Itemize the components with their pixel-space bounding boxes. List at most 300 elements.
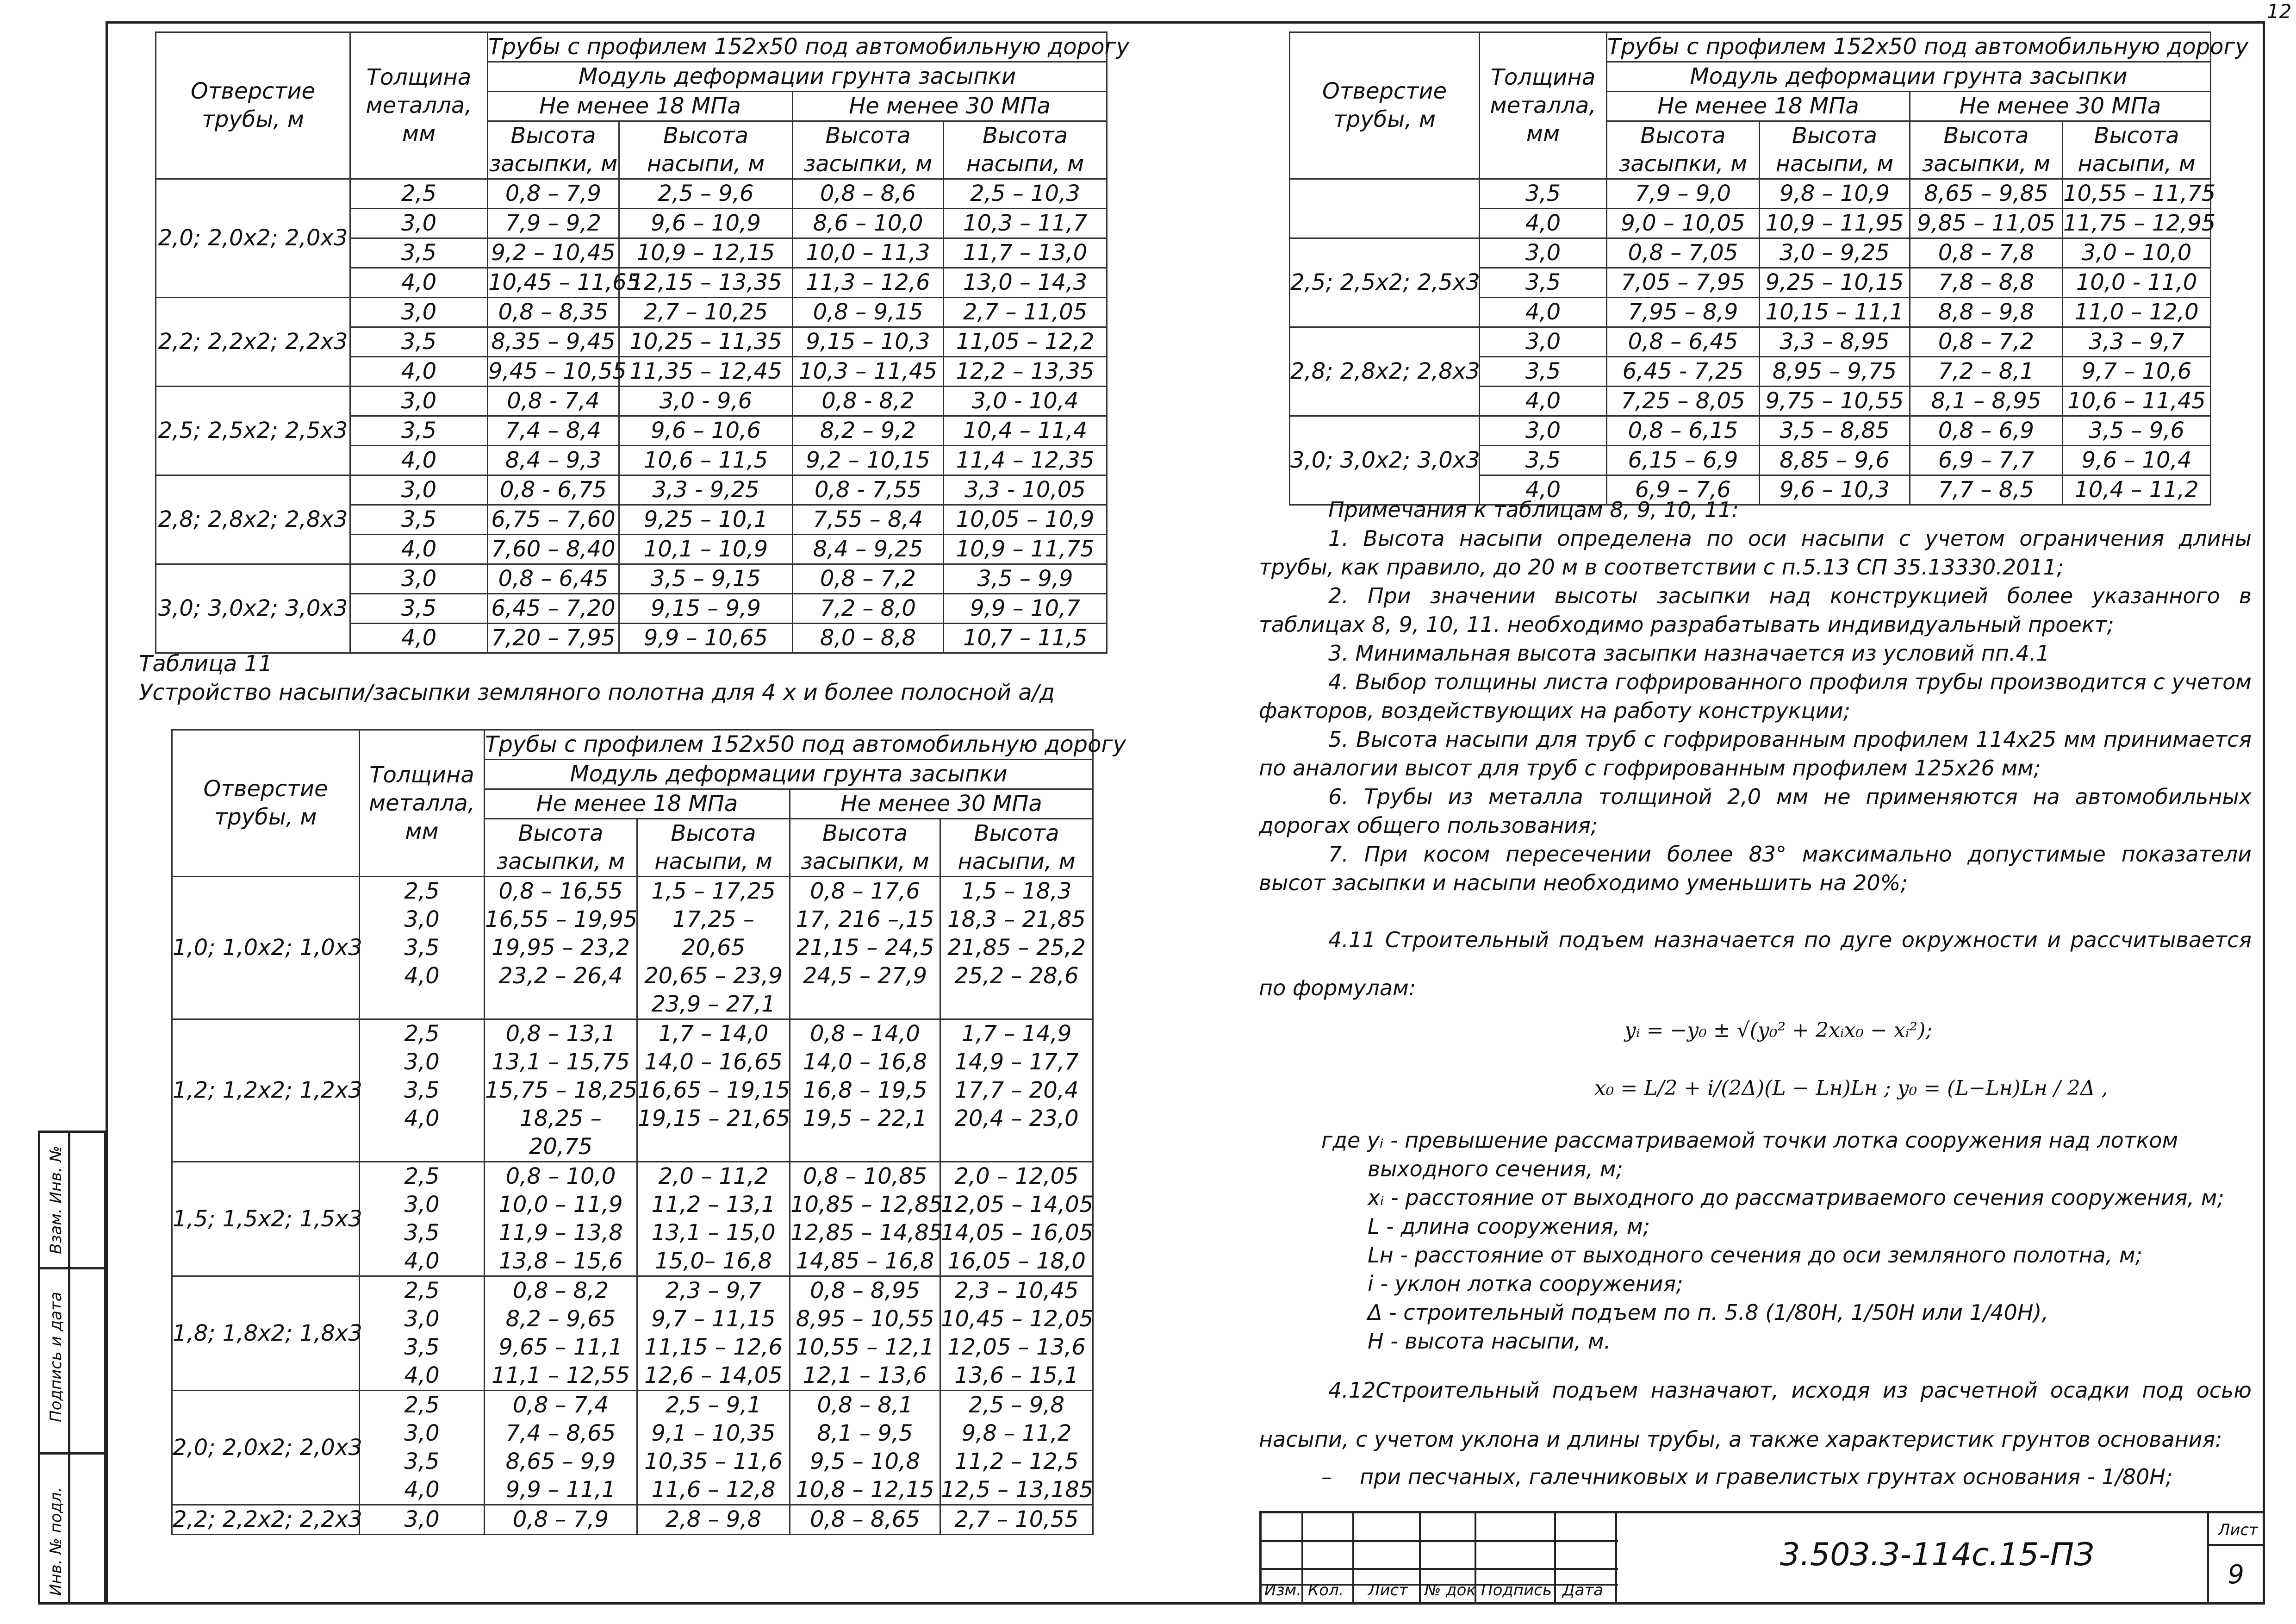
value-cell: 7,8 – 8,8 [1910, 268, 2063, 298]
cell-line: 2,8 – 9,8 [665, 1506, 762, 1532]
opening-cell: 2,5; 2,5х2; 2,5х3 [156, 387, 350, 475]
thickness-cell: 4,0 [350, 624, 488, 653]
table-row [1290, 179, 2211, 209]
cell-line: 18,3 – 21,85 [947, 906, 1086, 932]
header-opening: Отверстие трубы, м [156, 32, 350, 179]
value-cell [637, 1162, 790, 1276]
opening-cell: 1,8; 1,8х2; 1,8х3 [172, 1276, 360, 1391]
value-cell: 10,6 – 11,45 [2063, 387, 2211, 416]
cell-line: 9,9 – 11,1 [505, 1477, 616, 1503]
header-modulus: Модуль деформации грунта засыпки [488, 62, 1107, 92]
value-cell: 6,9 – 7,7 [1910, 446, 2063, 475]
cell-line: 0,8 – 8,65 [810, 1506, 920, 1532]
header-min18: Не менее 18 МПа [485, 789, 790, 819]
value-cell: 6,9 – 7,6 [1607, 475, 1760, 505]
header-fill: Высота засыпки, м [485, 819, 637, 877]
cell-line: 12,85 – 14,85 [790, 1220, 943, 1246]
cell-line: 2,0 – 11,2 [658, 1163, 769, 1189]
note-item: 5. Высота насыпи для труб с гофрированным профилем 114х25 мм принимается по аналогии высот для труб с гофрированным профилем 125х26 мм; [1259, 727, 2252, 781]
value-cell: 7,20 – 7,95 [488, 624, 619, 653]
value-cell: 10,6 – 11,5 [619, 446, 793, 475]
note-item: 3. Минимальная высота засыпки назначается из условий пп.4.1 [1328, 641, 2050, 666]
cell-line: 2,5 – 9,1 [665, 1392, 762, 1418]
cell-line: 21,15 – 24,5 [796, 935, 934, 961]
cell-line: 17, 216 –,15 [796, 906, 934, 932]
value-cell: 3,5 – 9,6 [2063, 416, 2211, 446]
cell-line: 0,8 – 7,4 [512, 1392, 609, 1418]
cell-line: 3,5 [404, 1220, 440, 1246]
value-cell: 8,8 – 9,8 [1910, 298, 2063, 327]
table-top-left [155, 31, 1130, 654]
value-cell: 13,0 – 14,3 [944, 268, 1107, 298]
cell-line: 13,6 – 15,1 [954, 1362, 1079, 1388]
header-min30: Не менее 30 МПа [793, 92, 1107, 121]
table11-caption: Таблица 11 [139, 651, 273, 677]
notes-title: Примечания к таблицам 8, 9, 10, 11: [1328, 497, 1739, 522]
value-cell: 8,95 – 9,75 [1760, 357, 1910, 387]
header-min30: Не менее 30 МПа [790, 789, 1093, 819]
cell-line: 20,75 [529, 1134, 593, 1160]
cell-line: 2,5 [404, 1392, 440, 1418]
value-cell [790, 877, 940, 1019]
value-cell: 0,8 - 6,75 [488, 475, 619, 505]
definition-yi: где yᵢ - превышение рассматриваемой точки лотка сооружения над лотком выходного сечения, м; [1321, 1128, 2178, 1181]
value-cell: 11,4 – 12,35 [944, 446, 1107, 475]
value-cell [940, 1019, 1093, 1162]
value-cell: 7,2 – 8,1 [1910, 357, 2063, 387]
cell-line: 11,2 – 13,1 [651, 1192, 776, 1218]
value-cell: 9,45 – 10,55 [488, 357, 619, 387]
value-cell: 3,0 – 10,0 [2063, 238, 2211, 268]
thickness-cell: 2,5 [350, 179, 488, 209]
value-cell [790, 1276, 940, 1391]
value-cell [940, 1162, 1093, 1276]
note-item: 1. Высота насыпи определена по оси насыпи с учетом ограничения длины трубы, как правило, до 20 м в соответствии с п.5.13 СП 35.13330.2011; [1259, 526, 2252, 580]
opening-cell: 2,5; 2,5х2; 2,5х3 [1290, 238, 1480, 327]
title-block [1259, 1511, 2265, 1605]
thickness-cell: 3,5 [350, 238, 488, 268]
value-cell: 0,8 – 7,8 [1910, 238, 2063, 268]
cell-line: 10,45 – 12,05 [941, 1306, 1094, 1332]
value-cell: 11,0 – 12,0 [2063, 298, 2211, 327]
table-row [172, 1162, 1093, 1276]
value-cell: 3,3 - 9,25 [619, 475, 793, 505]
thickness-cell [360, 1162, 485, 1276]
table-bottom-left [171, 729, 1126, 1535]
cell-line: 24,5 – 27,9 [803, 963, 927, 989]
value-cell: 0,8 – 7,2 [793, 564, 944, 594]
value-cell: 9,15 – 9,9 [619, 594, 793, 624]
cell-line: 9,5 – 10,8 [810, 1449, 920, 1474]
cell-line: 4,0 [404, 963, 440, 989]
note-item: 4. Выбор толщины листа гофрированного профиля трубы производится с учетом факторов, воздействующих на работу конструкции; [1259, 669, 2252, 723]
value-cell [485, 1019, 637, 1162]
value-cell: 10,0 – 11,3 [793, 238, 944, 268]
value-cell: 8,4 – 9,25 [793, 535, 944, 564]
definition-L: L - длина сооружения, м; [1368, 1214, 1650, 1239]
cell-line: 23,9 – 27,1 [651, 991, 776, 1017]
value-cell: 9,75 – 10,55 [1760, 387, 1910, 416]
value-cell: 3,5 – 9,15 [619, 564, 793, 594]
value-cell: 0,8 – 7,2 [1910, 327, 2063, 357]
value-cell: 8,4 – 9,3 [488, 446, 619, 475]
stamp-label-signature: Подпись [1481, 1581, 1552, 1599]
cell-line: 14,05 – 16,05 [941, 1220, 1094, 1246]
value-cell: 10,7 – 11,5 [944, 624, 1107, 653]
cell-line: 18,25 – [520, 1106, 602, 1131]
cell-line: 14,0 – 16,65 [644, 1049, 783, 1075]
cell-line: 13,1 – 15,0 [651, 1220, 776, 1246]
value-cell: 9,0 – 10,05 [1607, 209, 1760, 238]
table-row [1290, 327, 2211, 357]
value-cell [940, 1505, 1093, 1535]
value-cell: 7,55 – 8,4 [793, 505, 944, 535]
cell-line: 3,5 [404, 1334, 440, 1360]
table-row [156, 475, 1107, 505]
value-cell: 0,8 – 6,15 [1607, 416, 1760, 446]
value-cell [637, 1019, 790, 1162]
value-cell [940, 1276, 1093, 1391]
cell-line: 11,9 – 13,8 [498, 1220, 623, 1246]
value-cell: 9,9 – 10,65 [619, 624, 793, 653]
note-item: 6. Трубы из металла толщиной 2,0 мм не применяются на автомобильных дорогах общего пользования; [1259, 784, 2252, 838]
cell-line: 3,5 [404, 935, 440, 961]
cell-line: 10,8 – 12,15 [796, 1477, 934, 1503]
value-cell: 9,25 – 10,15 [1760, 268, 1910, 298]
opening-cell: 1,0; 1,0х2; 1,0х3 [172, 877, 360, 1019]
value-cell: 7,60 – 8,40 [488, 535, 619, 564]
value-cell: 9,25 – 10,1 [619, 505, 793, 535]
value-cell [790, 1391, 940, 1505]
value-cell: 6,45 - 7,25 [1607, 357, 1760, 387]
value-cell: 11,7 – 13,0 [944, 238, 1107, 268]
definition-Ln: Lн - расстояние от выходного сечения до оси земляного полотна, м; [1368, 1243, 2143, 1268]
formula-yi: yᵢ = −y₀ ± √(y₀² + 2xᵢx₀ − xᵢ²); [1624, 1018, 1933, 1042]
value-cell: 10,9 – 11,75 [944, 535, 1107, 564]
value-cell [790, 1505, 940, 1535]
value-cell: 7,2 – 8,0 [793, 594, 944, 624]
cell-line: 10,0 – 11,9 [498, 1192, 623, 1218]
value-cell: 3,3 - 10,05 [944, 475, 1107, 505]
cell-line: 16,05 – 18,0 [947, 1248, 1086, 1274]
cell-line: 2,5 [404, 1163, 440, 1189]
value-cell: 9,2 – 10,15 [793, 446, 944, 475]
cell-line: 12,05 – 13,6 [947, 1334, 1086, 1360]
opening-cell: 1,2; 1,2х2; 1,2х3 [172, 1019, 360, 1162]
value-cell: 2,7 – 11,05 [944, 298, 1107, 327]
value-cell [790, 1019, 940, 1162]
thickness-cell: 3,0 [350, 475, 488, 505]
header-embank: Высота насыпи, м [637, 819, 790, 877]
cell-line: 4,0 [404, 1248, 440, 1274]
value-cell: 0,8 – 6,45 [1607, 327, 1760, 357]
value-cell: 0,8 – 8,6 [793, 179, 944, 209]
value-cell: 8,65 – 9,85 [1910, 179, 2063, 209]
cell-line: 20,65 [681, 935, 746, 961]
header-profile: Трубы с профилем 152х50 под автомобильную дорогу [1607, 32, 2211, 62]
cell-line: 0,8 – 8,1 [817, 1392, 913, 1418]
thickness-cell: 3,5 [350, 505, 488, 535]
table-row [156, 564, 1107, 594]
cell-line: 1,5 – 18,3 [961, 878, 1072, 904]
page-corner-number: 12 [2267, 0, 2292, 23]
header-profile: Трубы с профилем 152х50 под автомобильную дорогу [485, 730, 1093, 760]
section-4-12-text: 4.12Строительный подъем назначают, исходя из расчетной осадки под осью насыпи, с учетом уклона и длины трубы, а также характеристик грунтов основания: [1259, 1378, 2252, 1452]
opening-cell: 2,0; 2,0х2; 2,0х3 [156, 179, 350, 298]
cell-line: 9,65 – 11,1 [498, 1334, 623, 1360]
cell-line: 15,0– 16,8 [654, 1248, 772, 1274]
value-cell: 0,8 – 7,9 [488, 179, 619, 209]
value-cell: 7,9 – 9,0 [1607, 179, 1760, 209]
value-cell: 2,5 – 10,3 [944, 179, 1107, 209]
value-cell: 10,05 – 10,9 [944, 505, 1107, 535]
cell-line: 11,2 – 12,5 [954, 1449, 1079, 1474]
value-cell [637, 1505, 790, 1535]
value-cell: 0,8 – 6,9 [1910, 416, 2063, 446]
cell-line: 0,8 – 17,6 [810, 878, 920, 904]
value-cell: 9,85 – 11,05 [1910, 209, 2063, 238]
value-cell: 8,35 – 9,45 [488, 327, 619, 357]
cell-line: 0,8 – 10,0 [505, 1163, 616, 1189]
cell-line: 3,5 [404, 1077, 440, 1103]
table11-title: Устройство насыпи/засыпки земляного полотна для 4 х и более полосной а/д [139, 680, 1055, 706]
cell-line: 3,0 [404, 1049, 440, 1075]
value-cell: 10,1 – 10,9 [619, 535, 793, 564]
thickness-cell: 4,0 [1480, 298, 1607, 327]
value-cell: 12,15 – 13,35 [619, 268, 793, 298]
cell-line: 11,6 – 12,8 [651, 1477, 776, 1503]
value-cell: 7,25 – 8,05 [1607, 387, 1760, 416]
header-embank: Высота насыпи, м [2063, 121, 2211, 179]
thickness-cell: 3,0 [350, 298, 488, 327]
value-cell: 9,2 – 10,45 [488, 238, 619, 268]
cell-line: 4,0 [404, 1106, 440, 1131]
value-cell: 6,45 – 7,20 [488, 594, 619, 624]
cell-line: 0,8 – 16,55 [498, 878, 623, 904]
table-row [1290, 416, 2211, 446]
side-label-inv: Инв. № подл. [47, 1487, 65, 1596]
value-cell: 7,4 – 8,4 [488, 416, 619, 446]
cell-line: 1,7 – 14,9 [961, 1021, 1072, 1047]
document-code: 3.503.3-114с.15-ПЗ [1780, 1537, 2094, 1573]
cell-line: 8,65 – 9,9 [505, 1449, 616, 1474]
header-opening: Отверстие трубы, м [172, 730, 360, 877]
thickness-cell: 3,5 [350, 594, 488, 624]
thickness-cell: 3,0 [350, 387, 488, 416]
cell-line: 9,1 – 10,35 [651, 1420, 776, 1446]
cell-line: 17,7 – 20,4 [954, 1077, 1079, 1103]
cell-line: 17,25 – [672, 906, 754, 932]
bullet-mark: – [1321, 1464, 1332, 1489]
cell-line: 8,95 – 10,55 [796, 1306, 934, 1332]
cell-line: 4,0 [404, 1477, 440, 1503]
table-row [172, 1505, 1093, 1535]
definition-delta: Δ - строительный подъем по п. 5.8 (1/80Н, 1/50Н или 1/40Н), [1368, 1300, 2049, 1325]
definition-H: Н - высота насыпи, м. [1368, 1329, 1611, 1354]
value-cell: 10,15 – 11,1 [1760, 298, 1910, 327]
table-row [156, 298, 1107, 327]
header-thickness: Толщина металла, мм [1480, 32, 1607, 179]
header-row [156, 32, 1107, 62]
value-cell: 3,0 – 9,25 [1760, 238, 1910, 268]
cell-line: 23,2 – 26,4 [498, 963, 623, 989]
cell-line: 20,65 – 23,9 [644, 963, 783, 989]
value-cell: 7,7 – 8,5 [1910, 475, 2063, 505]
header-row [172, 730, 1093, 760]
value-cell: 10,3 – 11,7 [944, 209, 1107, 238]
header-opening: Отверстие трубы, м [1290, 32, 1480, 179]
header-embank: Высота насыпи, м [619, 121, 793, 179]
notes-block [1259, 495, 2252, 897]
cell-line: 14,85 – 16,8 [796, 1248, 934, 1274]
header-profile: Трубы с профилем 152х50 под автомобильную дорогу [488, 32, 1107, 62]
header-fill: Высота засыпки, м [1607, 121, 1760, 179]
stamp-label-list: Лист [1368, 1581, 1408, 1599]
value-cell: 7,9 – 9,2 [488, 209, 619, 238]
cell-line: 8,1 – 9,5 [817, 1420, 913, 1446]
value-cell [485, 1276, 637, 1391]
cell-line: 14,0 – 16,8 [803, 1049, 927, 1075]
value-cell: 12,2 – 13,35 [944, 357, 1107, 387]
thickness-cell: 3,0 [350, 209, 488, 238]
value-cell: 8,1 – 8,95 [1910, 387, 2063, 416]
stamp-label-doc: № док [1425, 1581, 1476, 1599]
stamp-label-date: Дата [1562, 1581, 1604, 1599]
opening-cell: 2,2; 2,2х2; 2,2х3 [172, 1505, 360, 1535]
cell-line: 13,1 – 15,75 [492, 1049, 630, 1075]
value-cell: 0,8 – 9,15 [793, 298, 944, 327]
thickness-cell: 3,5 [1480, 446, 1607, 475]
cell-line: 3,0 [404, 906, 440, 932]
cell-line: 2,0 – 12,05 [954, 1163, 1079, 1189]
header-thickness: Толщина металла, мм [360, 730, 485, 877]
value-cell: 3,0 - 9,6 [619, 387, 793, 416]
value-cell: 9,8 – 10,9 [1760, 179, 1910, 209]
table-row [172, 1391, 1093, 1505]
cell-line: 11,1 – 12,55 [492, 1362, 630, 1388]
value-cell: 6,75 – 7,60 [488, 505, 619, 535]
value-cell [485, 1391, 637, 1505]
thickness-cell: 4,0 [350, 357, 488, 387]
value-cell: 10,55 – 11,75 [2063, 179, 2211, 209]
value-cell: 10,3 – 11,45 [793, 357, 944, 387]
stamp-label-kol: Кол. [1308, 1581, 1344, 1599]
thickness-cell: 3,5 [1480, 268, 1607, 298]
section-4-12 [1259, 1366, 2252, 1464]
sheet-label: Лист [2218, 1521, 2258, 1539]
cell-line: 1,5 – 17,25 [651, 878, 776, 904]
cell-line: 20,4 – 23,0 [954, 1106, 1079, 1131]
bullet-text: при песчаных, галечниковых и гравелистых грунтах основания - 1/80Н; [1360, 1464, 2173, 1489]
cell-line: 2,5 [404, 1021, 440, 1047]
thickness-cell: 3,5 [1480, 179, 1607, 209]
value-cell: 2,7 – 10,25 [619, 298, 793, 327]
cell-line: 11,15 – 12,6 [644, 1334, 783, 1360]
thickness-cell: 3,0 [1480, 416, 1607, 446]
sheet-number: 9 [2228, 1560, 2244, 1590]
cell-line: 10,35 – 11,6 [644, 1449, 783, 1474]
cell-line: 12,6 – 14,05 [644, 1362, 783, 1388]
value-cell [485, 877, 637, 1019]
table-row [172, 1019, 1093, 1162]
opening-cell: 2,8; 2,8х2; 2,8х3 [156, 475, 350, 564]
cell-line: 12,1 – 13,6 [803, 1362, 927, 1388]
value-cell [637, 1276, 790, 1391]
cell-line: 0,8 – 8,95 [810, 1278, 920, 1304]
value-cell: 11,75 – 12,95 [2063, 209, 2211, 238]
value-cell: 11,3 – 12,6 [793, 268, 944, 298]
value-cell: 2,5 – 9,6 [619, 179, 793, 209]
cell-line: 7,4 – 8,65 [505, 1420, 616, 1446]
cell-line: 9,7 – 11,15 [651, 1306, 776, 1332]
value-cell: 3,5 – 8,85 [1760, 416, 1910, 446]
value-cell: 9,6 – 10,6 [619, 416, 793, 446]
table-row [172, 1276, 1093, 1391]
cell-line: 12,5 – 13,185 [941, 1477, 1094, 1503]
value-cell: 10,9 – 11,95 [1760, 209, 1910, 238]
opening-cell: 3,0; 3,0х2; 3,0х3 [156, 564, 350, 653]
table-row [1290, 238, 2211, 268]
thickness-cell: 4,0 [350, 535, 488, 564]
note-item: 7. При косом пересечении более 83° максимально допустимые показатели высот засыпки и насыпи необходимо уменьшить на 20%; [1259, 842, 2252, 895]
value-cell: 11,05 – 12,2 [944, 327, 1107, 357]
thickness-cell: 3,5 [1480, 357, 1607, 387]
cell-line: 10,85 – 12,85 [790, 1192, 943, 1218]
value-cell: 3,5 – 9,9 [944, 564, 1107, 594]
thickness-cell: 4,0 [1480, 209, 1607, 238]
value-cell: 10,4 – 11,2 [2063, 475, 2211, 505]
section-4-11-text: 4.11 Строительный подъем назначается по дуге окружности и рассчитывается по формулам: [1259, 927, 2252, 1000]
value-cell: 0,8 – 6,45 [488, 564, 619, 594]
cell-line: 16,55 – 19,95 [485, 906, 638, 932]
cell-line: 15,75 – 18,25 [485, 1077, 638, 1103]
header-embank: Высота насыпи, м [944, 121, 1107, 179]
thickness-cell: 3,5 [350, 416, 488, 446]
cell-line: 3,0 [404, 1192, 440, 1218]
thickness-cell: 4,0 [350, 268, 488, 298]
value-cell: 9,6 – 10,4 [2063, 446, 2211, 475]
value-cell: 3,3 – 8,95 [1760, 327, 1910, 357]
thickness-cell: 3,5 [350, 327, 488, 357]
cell-line: 14,9 – 17,7 [954, 1049, 1079, 1075]
definition-xi: xᵢ - расстояние от выходного до рассматриваемого сечения сооружения, м; [1368, 1185, 2224, 1210]
value-cell [790, 1162, 943, 1276]
value-cell: 8,0 – 8,8 [793, 624, 944, 653]
opening-cell: 2,2; 2,2х2; 2,2х3 [156, 298, 350, 387]
thickness-cell: 4,0 [1480, 387, 1607, 416]
value-cell: 8,2 – 9,2 [793, 416, 944, 446]
value-cell: 9,7 – 10,6 [2063, 357, 2211, 387]
header-thickness: Толщина металла, мм [350, 32, 488, 179]
value-cell: 8,85 – 9,6 [1760, 446, 1910, 475]
value-cell: 10,25 – 11,35 [619, 327, 793, 357]
value-cell: 10,0 - 11,0 [2063, 268, 2211, 298]
cell-line: 3,5 [404, 1449, 440, 1474]
bullet-item [1321, 1464, 2172, 1489]
cell-line: 4,0 [404, 1362, 440, 1388]
thickness-cell: 3,0 [350, 564, 488, 594]
section-4-11 [1259, 916, 2252, 1012]
cell-line: 8,2 – 9,65 [505, 1306, 616, 1332]
note-item: 2. При значении высоты засыпки над конструкцией более указанного в таблицах 8, 9, 10, 11. необходимо разрабатывать индивидуальный проект; [1259, 583, 2252, 637]
definitions [1321, 1126, 2252, 1355]
value-cell: 0,8 - 7,4 [488, 387, 619, 416]
header-fill: Высота засыпки, м [790, 819, 940, 877]
value-cell: 11,35 – 12,45 [619, 357, 793, 387]
header-modulus: Модуль деформации грунта засыпки [1607, 62, 2211, 92]
side-stamp [38, 1131, 106, 1605]
cell-line: 3,0 [404, 1506, 440, 1532]
